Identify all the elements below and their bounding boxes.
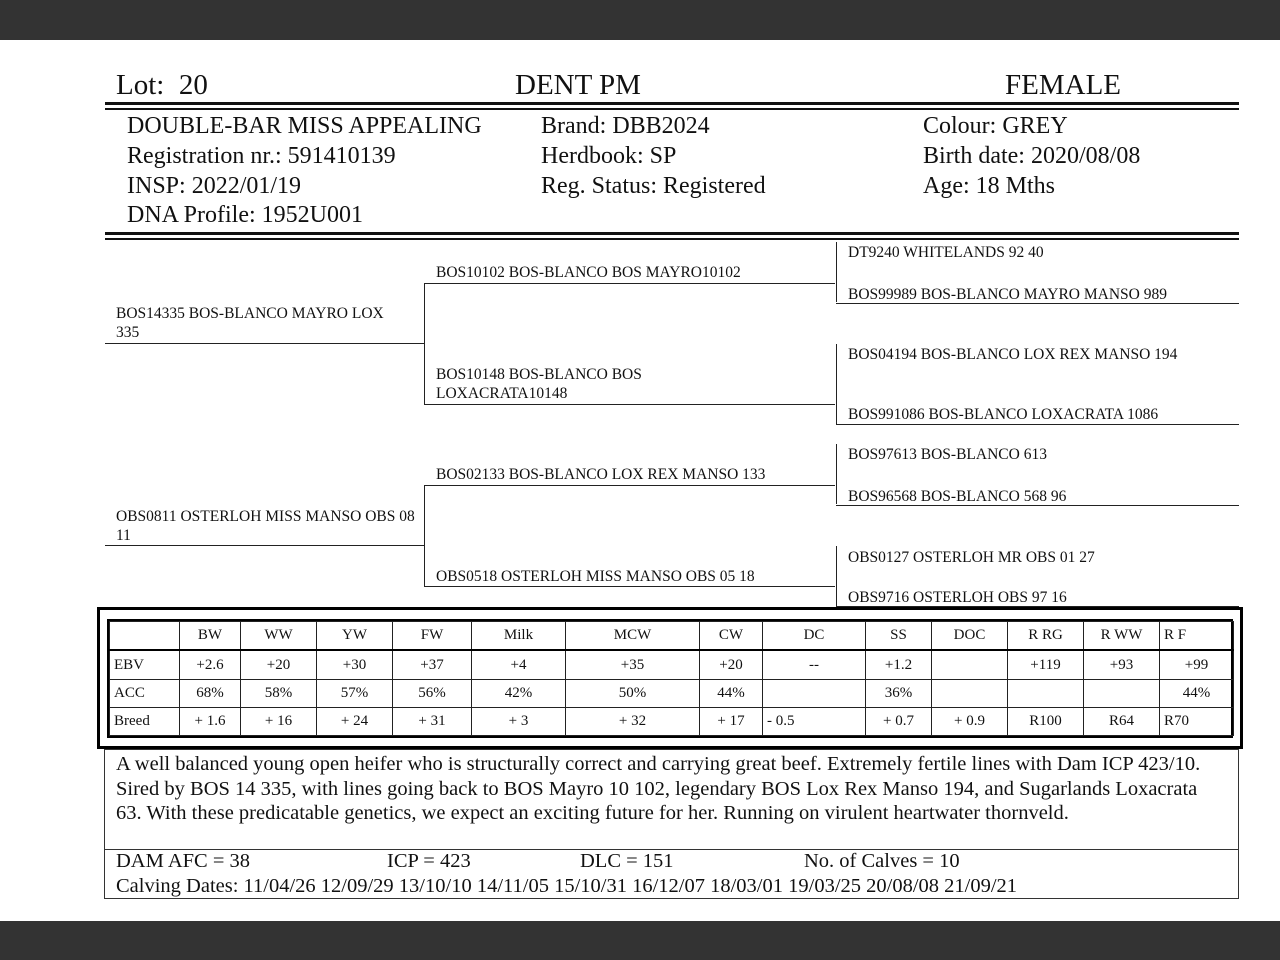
pedigree-dam-sire: BOS02133 BOS-BLANCO LOX REX MANSO 133: [436, 466, 766, 483]
pedigree-ggp-1: DT9240 WHITELANDS 92 40: [848, 244, 1044, 261]
ebv-header-row: [110, 622, 1234, 651]
ebv-cell: 42%: [472, 679, 566, 707]
dna-profile: DNA Profile: 1952U001: [127, 202, 363, 228]
ebv-cell: R64: [1084, 707, 1160, 735]
pedigree-line: [836, 505, 1239, 506]
ebv-cell: +99: [1160, 650, 1234, 679]
ebv-row: [110, 707, 1234, 735]
ebv-cell: - 0.5: [763, 707, 866, 735]
ebv-cell: 44%: [700, 679, 763, 707]
ebv-cell: + 31: [393, 707, 472, 735]
ebv-cell: 36%: [866, 679, 932, 707]
ebv-row-label: ACC: [110, 679, 180, 707]
pedigree-line: [836, 546, 837, 606]
pedigree-line: [836, 344, 837, 424]
ebv-cell: 68%: [180, 679, 241, 707]
pedigree-line: [424, 586, 835, 587]
pedigree-line: [836, 303, 1239, 304]
ebv-cell: 50%: [566, 679, 700, 707]
birth-date: Birth date: 2020/08/08: [923, 143, 1141, 169]
ebv-col-header: R WW: [1084, 622, 1160, 651]
insp-date: INSP: 2022/01/19: [127, 173, 302, 199]
dam-afc: DAM AFC = 38: [116, 850, 251, 872]
ebv-cell: R70: [1160, 707, 1234, 735]
ebv-cell: [932, 650, 1008, 679]
ebv-col-header: CW: [700, 622, 763, 651]
pedigree-line: [836, 242, 837, 302]
pedigree-line: [424, 283, 425, 404]
description-text: A well balanced young open heifer who is structurally correct and carrying great beef. Extremely fertile lines with Dam ICP 423/10. Sired by BOS 14 335, with lines going back to BOS Mayro 10 102, legendary BOS Lox Rex Manso 194, and Sugarlands Loxacrata 63. With these predicatable genetics, we expect an exciting future for her. Running on virulent heartwater thornveld.: [116, 753, 1201, 824]
ebv-cell: 44%: [1160, 679, 1234, 707]
lot-label: Lot: 20: [116, 69, 208, 101]
ebv-row-label: Breed: [110, 707, 180, 735]
calving-dates: Calving Dates: 11/04/26 12/09/29 13/10/10 14/11/05 15/10/31 16/12/07 18/03/01 19/03/25 20/08/08 21/09/21: [116, 875, 1018, 897]
pedigree-line: [424, 485, 835, 486]
ebv-cell: + 32: [566, 707, 700, 735]
ebv-cell: 57%: [317, 679, 393, 707]
colour: Colour: GREY: [923, 113, 1068, 139]
pedigree-line: [424, 283, 835, 284]
ebv-corner: [110, 622, 180, 651]
ebv-cell: +93: [1084, 650, 1160, 679]
info-rule-thin: [105, 238, 1239, 240]
ebv-col-header: Milk: [472, 622, 566, 651]
ebv-cell: + 0.9: [932, 707, 1008, 735]
ebv-col-header: YW: [317, 622, 393, 651]
dam-calves: No. of Calves = 10: [804, 850, 960, 872]
bottom-bar: [0, 921, 1280, 960]
ebv-col-header: R RG: [1008, 622, 1084, 651]
lot-number: 20: [178, 69, 208, 101]
herdbook: Herdbook: SP: [541, 143, 677, 169]
dam-icp: ICP = 423: [387, 850, 471, 872]
ebv-cell: +20: [700, 650, 763, 679]
ebv-col-header: DOC: [932, 622, 1008, 651]
description-box: [104, 749, 1239, 899]
ebv-cell: +4: [472, 650, 566, 679]
ebv-col-header: R F: [1160, 622, 1234, 651]
animal-name: DOUBLE-BAR MISS APPEALING: [127, 113, 482, 139]
reg-status: Reg. Status: Registered: [541, 173, 766, 199]
pedigree-line: [105, 545, 424, 546]
info-rule: [105, 232, 1239, 235]
top-bar: [0, 0, 1280, 40]
pedigree-ggp-5: BOS97613 BOS-BLANCO 613: [848, 446, 1047, 463]
ebv-cell: + 17: [700, 707, 763, 735]
ebv-box: [97, 607, 1243, 749]
pedigree-ggp-2: BOS99989 BOS-BLANCO MAYRO MANSO 989: [848, 286, 1167, 303]
registration-number: Registration nr.: 591410139: [127, 143, 396, 169]
ebv-cell: +35: [566, 650, 700, 679]
ebv-cell: [1084, 679, 1160, 707]
sex-label: FEMALE: [1005, 69, 1121, 101]
owner-name: DENT PM: [515, 69, 641, 101]
ebv-col-header: BW: [180, 622, 241, 651]
ebv-row-label: EBV: [110, 650, 180, 679]
ebv-table-frame: [107, 619, 1233, 738]
pedigree-line: [424, 485, 425, 586]
pedigree-sire-dam: BOS10148 BOS-BLANCO BOS LOXACRATA10148: [436, 366, 642, 402]
pedigree-dam: OBS0811 OSTERLOH MISS MANSO OBS 08 11: [116, 508, 415, 544]
header-rule-thin: [105, 108, 1239, 110]
ebv-cell: --: [763, 650, 866, 679]
ebv-cell: [763, 679, 866, 707]
pedigree-ggp-4: BOS991086 BOS-BLANCO LOXACRATA 1086: [848, 406, 1159, 423]
ebv-cell: 58%: [241, 679, 317, 707]
pedigree-line: [424, 404, 835, 405]
ebv-cell: R100: [1008, 707, 1084, 735]
header-rule: [105, 102, 1239, 105]
ebv-cell: + 0.7: [866, 707, 932, 735]
ebv-cell: + 3: [472, 707, 566, 735]
pedigree-sire: BOS14335 BOS-BLANCO MAYRO LOX 335: [116, 305, 384, 341]
ebv-col-header: MCW: [566, 622, 700, 651]
ebv-cell: [932, 679, 1008, 707]
ebv-cell: [1008, 679, 1084, 707]
pedigree-ggp-3: BOS04194 BOS-BLANCO LOX REX MANSO 194: [848, 346, 1178, 363]
ebv-cell: +1.2: [866, 650, 932, 679]
age: Age: 18 Mths: [923, 173, 1055, 199]
pedigree-sire-sire: BOS10102 BOS-BLANCO BOS MAYRO10102: [436, 264, 741, 281]
dam-dlc: DLC = 151: [580, 850, 674, 872]
ebv-cell: +2.6: [180, 650, 241, 679]
ebv-row: [110, 679, 1234, 707]
pedigree-ggp-8: OBS9716 OSTERLOH OBS 97 16: [848, 589, 1067, 606]
ebv-cell: +30: [317, 650, 393, 679]
ebv-col-header: SS: [866, 622, 932, 651]
pedigree-ggp-6: BOS96568 BOS-BLANCO 568 96: [848, 488, 1067, 505]
brand: Brand: DBB2024: [541, 113, 710, 139]
pedigree-ggp-7: OBS0127 OSTERLOH MR OBS 01 27: [848, 549, 1095, 566]
ebv-cell: + 24: [317, 707, 393, 735]
pedigree-line: [836, 424, 1239, 425]
pedigree-line: [836, 444, 837, 504]
pedigree-dam-dam: OBS0518 OSTERLOH MISS MANSO OBS 05 18: [436, 568, 755, 585]
pedigree-line: [105, 343, 424, 344]
ebv-col-header: DC: [763, 622, 866, 651]
ebv-col-header: WW: [241, 622, 317, 651]
ebv-cell: +119: [1008, 650, 1084, 679]
ebv-cell: +20: [241, 650, 317, 679]
ebv-cell: + 16: [241, 707, 317, 735]
ebv-table: [109, 621, 1234, 736]
ebv-cell: +37: [393, 650, 472, 679]
ebv-row: [110, 650, 1234, 679]
ebv-cell: 56%: [393, 679, 472, 707]
ebv-col-header: FW: [393, 622, 472, 651]
ebv-cell: + 1.6: [180, 707, 241, 735]
